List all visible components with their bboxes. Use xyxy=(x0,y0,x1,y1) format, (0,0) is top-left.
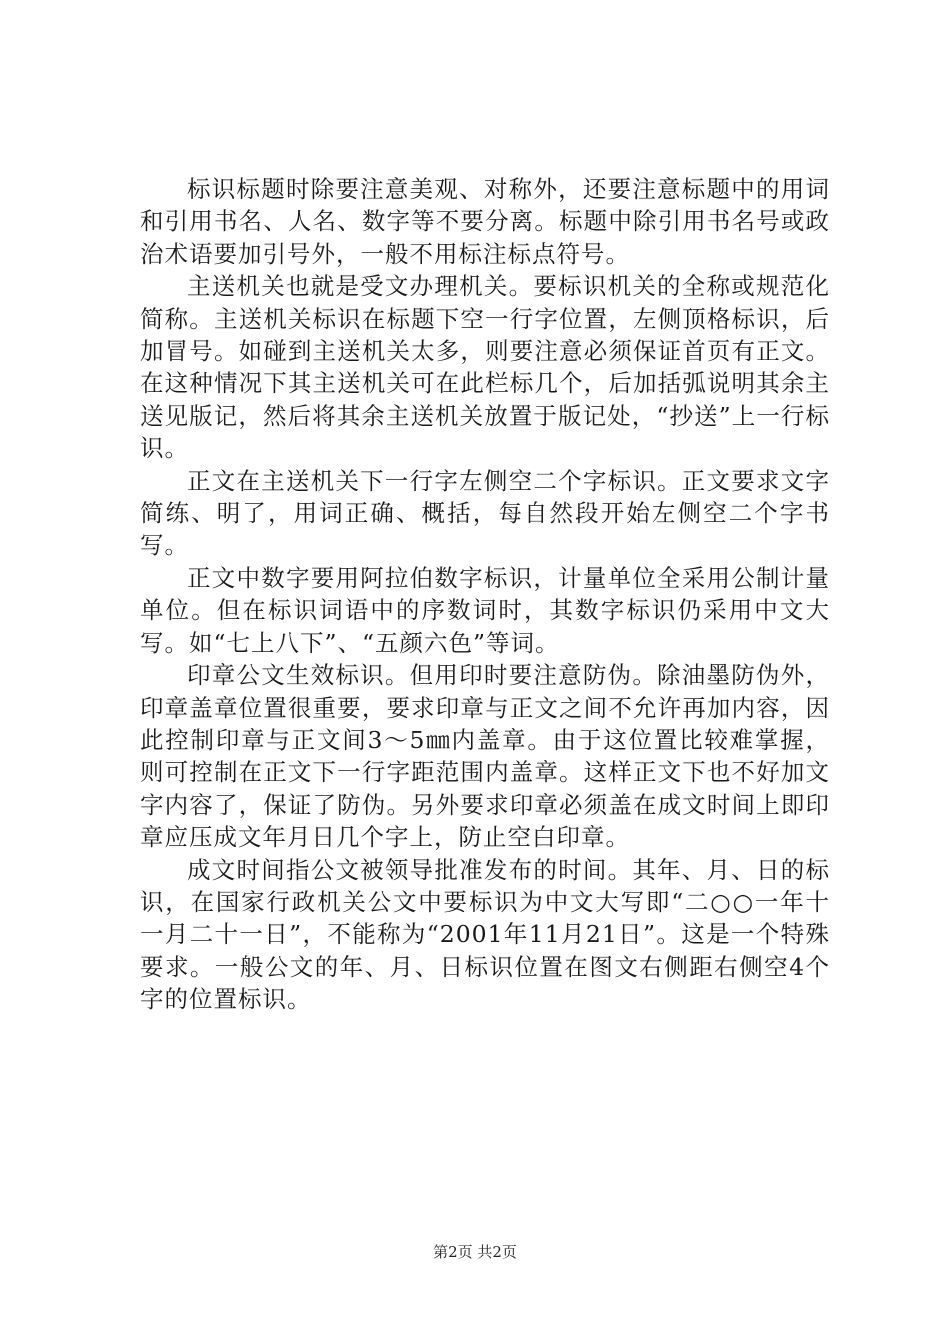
paragraph-title-rules: 标识标题时除要注意美观、对称外，还要注意标题中的用词和引用书名、人名、数字等不要分离。标题中除引用书名号或政治术语要加引号外，一般不用标注标点符号。 xyxy=(140,175,830,268)
paragraph-seal: 印章公文生效标识。但用印时要注意防伪。除油墨防伪外，印章盖章位置很重要，要求印章与正文之间不允许再加内容，因此控制印章与正文间3～5㎜内盖章。由于这位置比较难掌握，则可控制在正文下一行字距范围内盖章。这样正文下也不好加文字内容了，保证了防伪。另外要求印章必须盖在成文时间上即印章应压成文年月日几个字上，防止空白印章。 xyxy=(140,661,830,852)
paragraph-numbers: 正文中数字要用阿拉伯数字标识，计量单位全采用公制计量单位。但在标识词语中的序数词时，其数字标识仍采用中文大写。如“七上八下”、“五颜六色”等词。 xyxy=(140,563,830,657)
page-footer: 第2页 共2页 xyxy=(433,1243,517,1261)
paragraph-recipient-agency: 主送机关也就是受文办理机关。要标识机关的全称或规范化简称。主送机关标识在标题下空一行字位置，左侧顶格标识，后加冒号。如碰到主送机关太多，则要注意必须保证首页有正文。在这种情况下其主送机关可在此栏标几个，后加括弧说明其余主送见版记，然后将其余主送机关放置于版记处，“抄送”上一行标识。 xyxy=(140,272,830,463)
paragraph-date: 成文时间指公文被领导批准发布的时间。其年、月、日的标识，在国家行政机关公文中要标识为中文大写即“二○○一年十一月二十一日”，不能称为“2001年11月21日”。这是一个特殊要求。一般公文的年、月、日标识位置在图文右侧距右侧空4个字的位置标识。 xyxy=(140,855,830,1014)
document-body xyxy=(140,173,830,1016)
paragraph-main-text: 正文在主送机关下一行字左侧空二个字标识。正文要求文字简练、明了，用词正确、概括，每自然段开始左侧空二个字书写。 xyxy=(140,466,830,560)
